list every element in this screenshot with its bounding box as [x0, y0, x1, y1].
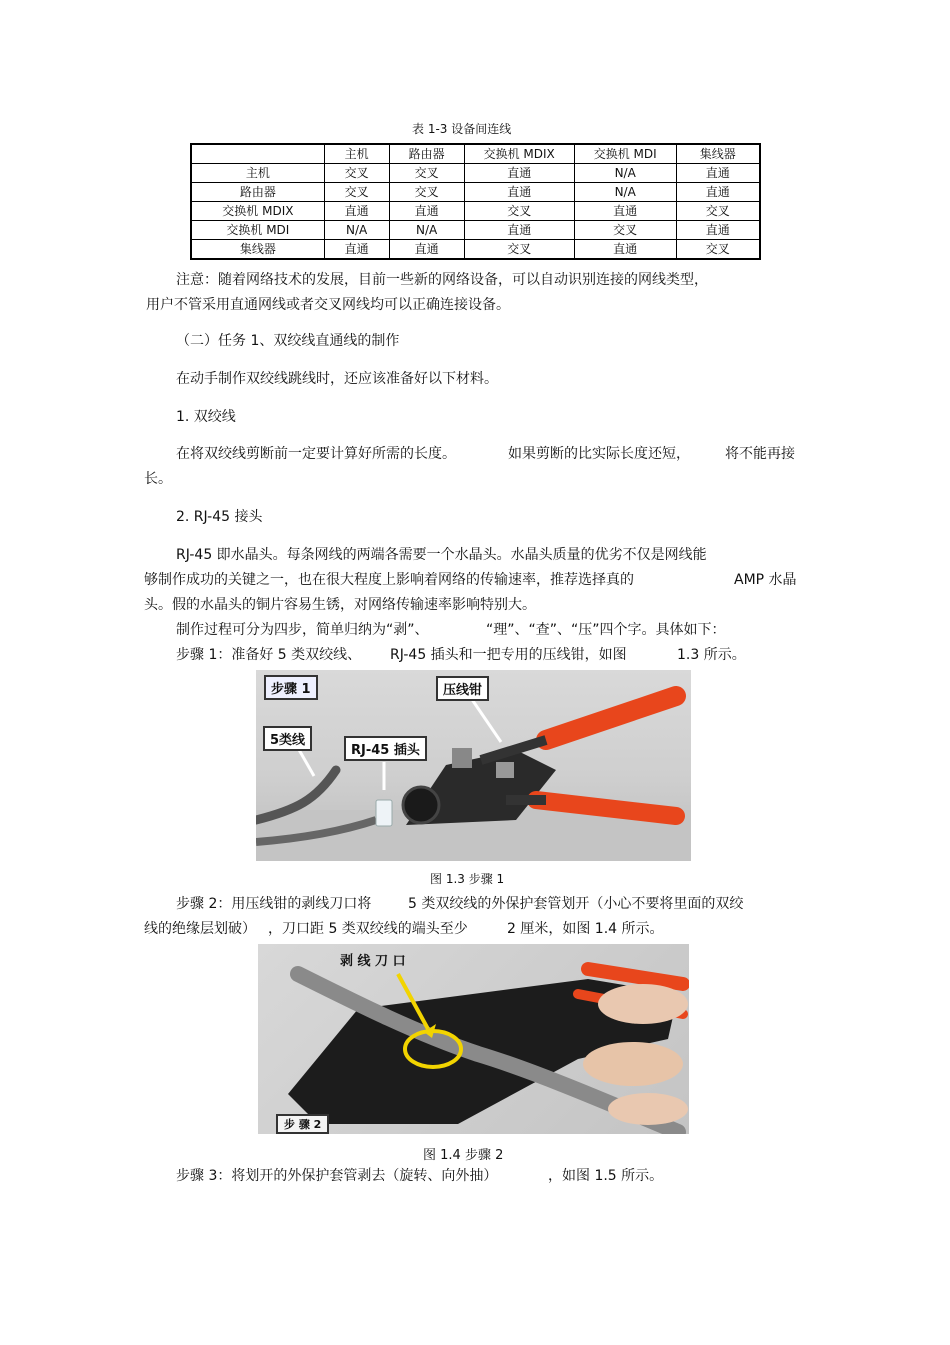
- intro-paragraph: 在动手制作双绞线跳线时，还应该准备好以下材料。: [176, 371, 498, 387]
- table-cell: 路由器: [191, 183, 324, 202]
- step3-line-a: 步骤 3：将划开的外保护套管剥去（旋转、向外抽）: [176, 1168, 498, 1184]
- table-cell: 交换机 MDIX: [191, 202, 324, 221]
- table-cell: N/A: [389, 221, 464, 240]
- step1-text-b: RJ-45 插头和一把专用的压线钳，如图: [390, 647, 627, 663]
- table-cell: 交叉: [324, 183, 389, 202]
- step2-line2a: 线的绝缘层划破）: [144, 921, 256, 937]
- table-row: [191, 183, 760, 202]
- table-cell: N/A: [574, 183, 676, 202]
- table-cell: 直通: [464, 164, 574, 183]
- step1-text-a: 步骤 1：准备好 5 类双绞线、: [176, 647, 362, 663]
- table-cell: 直通: [324, 202, 389, 221]
- table-cell: 直通: [464, 183, 574, 202]
- table-row: [191, 202, 760, 221]
- figure-2-step-label: 步 骤 2: [276, 1114, 329, 1134]
- step2-line1b: 5 类双绞线的外保护套管划开（小心不要将里面的双绞: [408, 896, 744, 912]
- stripping-illustration: [258, 944, 689, 1134]
- figure-1-crimper-label: 压线钳: [436, 676, 489, 701]
- figure-1-step-label: 步骤 1: [264, 675, 318, 700]
- table-cell: N/A: [574, 164, 676, 183]
- table-cell: 直通: [574, 240, 676, 260]
- table-header-row: [191, 144, 760, 164]
- table-cell: 直通: [464, 221, 574, 240]
- table-cell: 交叉: [464, 202, 574, 221]
- table-cell: 直通: [676, 221, 760, 240]
- table-cell: 直通: [574, 202, 676, 221]
- table-cell: 交换机 MDI: [191, 221, 324, 240]
- table-cell: 直通: [324, 240, 389, 260]
- table-cell: 直通: [676, 183, 760, 202]
- table-cell: 集线器: [191, 240, 324, 260]
- figure-1-caption: 图 1.3 步骤 1: [430, 872, 505, 886]
- table-cell: [191, 144, 324, 164]
- item1-title: 1. 双绞线: [176, 409, 236, 425]
- step3-line-b: ，如图 1.5 所示。: [548, 1168, 664, 1184]
- figure-2-caption: 图 1.4 步骤 2: [423, 1148, 504, 1163]
- process-summary-b: “理”、“查”、“压”四个字。具体如下：: [486, 622, 726, 638]
- item1-line1c: 将不能再接: [725, 446, 795, 462]
- figure-2-photo: [258, 944, 689, 1134]
- table-cell: 直通: [389, 240, 464, 260]
- table-cell: 交换机 MDI: [574, 144, 676, 164]
- table-row: [191, 240, 760, 260]
- figure-2-blade-label: 剥 线 刀 口: [340, 954, 406, 969]
- item1-line2: 长。: [144, 471, 172, 487]
- item2-line2b: AMP 水晶: [734, 572, 797, 588]
- figure-1-photo: [256, 670, 691, 861]
- table-caption: 表 1-3 设备间连线: [412, 122, 512, 136]
- table-cell: N/A: [324, 221, 389, 240]
- table-cell: 主机: [324, 144, 389, 164]
- step2-line2c: 2 厘米，如图 1.4 所示。: [507, 921, 664, 937]
- item1-line1b: 如果剪断的比实际长度还短，: [508, 446, 690, 462]
- table-cell: 集线器: [676, 144, 760, 164]
- table-cell: 交叉: [324, 164, 389, 183]
- table-cell: 交叉: [574, 221, 676, 240]
- item2-line3: 头。假的水晶头的铜片容易生锈，对网络传输速率影响特别大。: [144, 597, 536, 613]
- figure-1-cable-label: 5类线: [263, 726, 312, 751]
- step2-line1a: 步骤 2：用压线钳的剥线刀口将: [176, 896, 372, 912]
- figure-1-plug-label: RJ-45 插头: [344, 736, 427, 761]
- table-cell: 交叉: [464, 240, 574, 260]
- note-line-2: 用户不管采用直通网线或者交叉网线均可以正确连接设备。: [146, 297, 510, 313]
- item2-line2a: 够制作成功的关键之一，也在很大程度上影响着网络的传输速率，推荐选择真的: [144, 572, 634, 588]
- process-summary-a: 制作过程可分为四步，简单归纳为“剥”、: [176, 622, 429, 638]
- item1-line1a: 在将双绞线剪断前一定要计算好所需的长度。: [176, 446, 456, 462]
- table-cell: 直通: [389, 202, 464, 221]
- table-cell: 路由器: [389, 144, 464, 164]
- table-cell: 主机: [191, 164, 324, 183]
- table-cell: 交换机 MDIX: [464, 144, 574, 164]
- item2-line1: RJ-45 即水晶头。每条网线的两端各需要一个水晶头。水晶头质量的优劣不仅是网线能: [176, 547, 707, 563]
- table-row: [191, 164, 760, 183]
- table-cell: 直通: [676, 164, 760, 183]
- table-cell: 交叉: [676, 240, 760, 260]
- item2-title: 2. RJ-45 接头: [176, 509, 263, 525]
- note-line-1: 注意：随着网络技术的发展，目前一些新的网络设备，可以自动识别连接的网线类型，: [176, 272, 708, 288]
- connection-table: [190, 143, 761, 260]
- table-row: [191, 221, 760, 240]
- task-heading: （二）任务 1、双绞线直通线的制作: [176, 333, 400, 349]
- step1-text-c: 1.3 所示。: [677, 647, 746, 663]
- table-cell: 交叉: [676, 202, 760, 221]
- step2-line2b: ，刀口距 5 类双绞线的端头至少: [268, 921, 468, 937]
- table-cell: 交叉: [389, 164, 464, 183]
- table-cell: 交叉: [389, 183, 464, 202]
